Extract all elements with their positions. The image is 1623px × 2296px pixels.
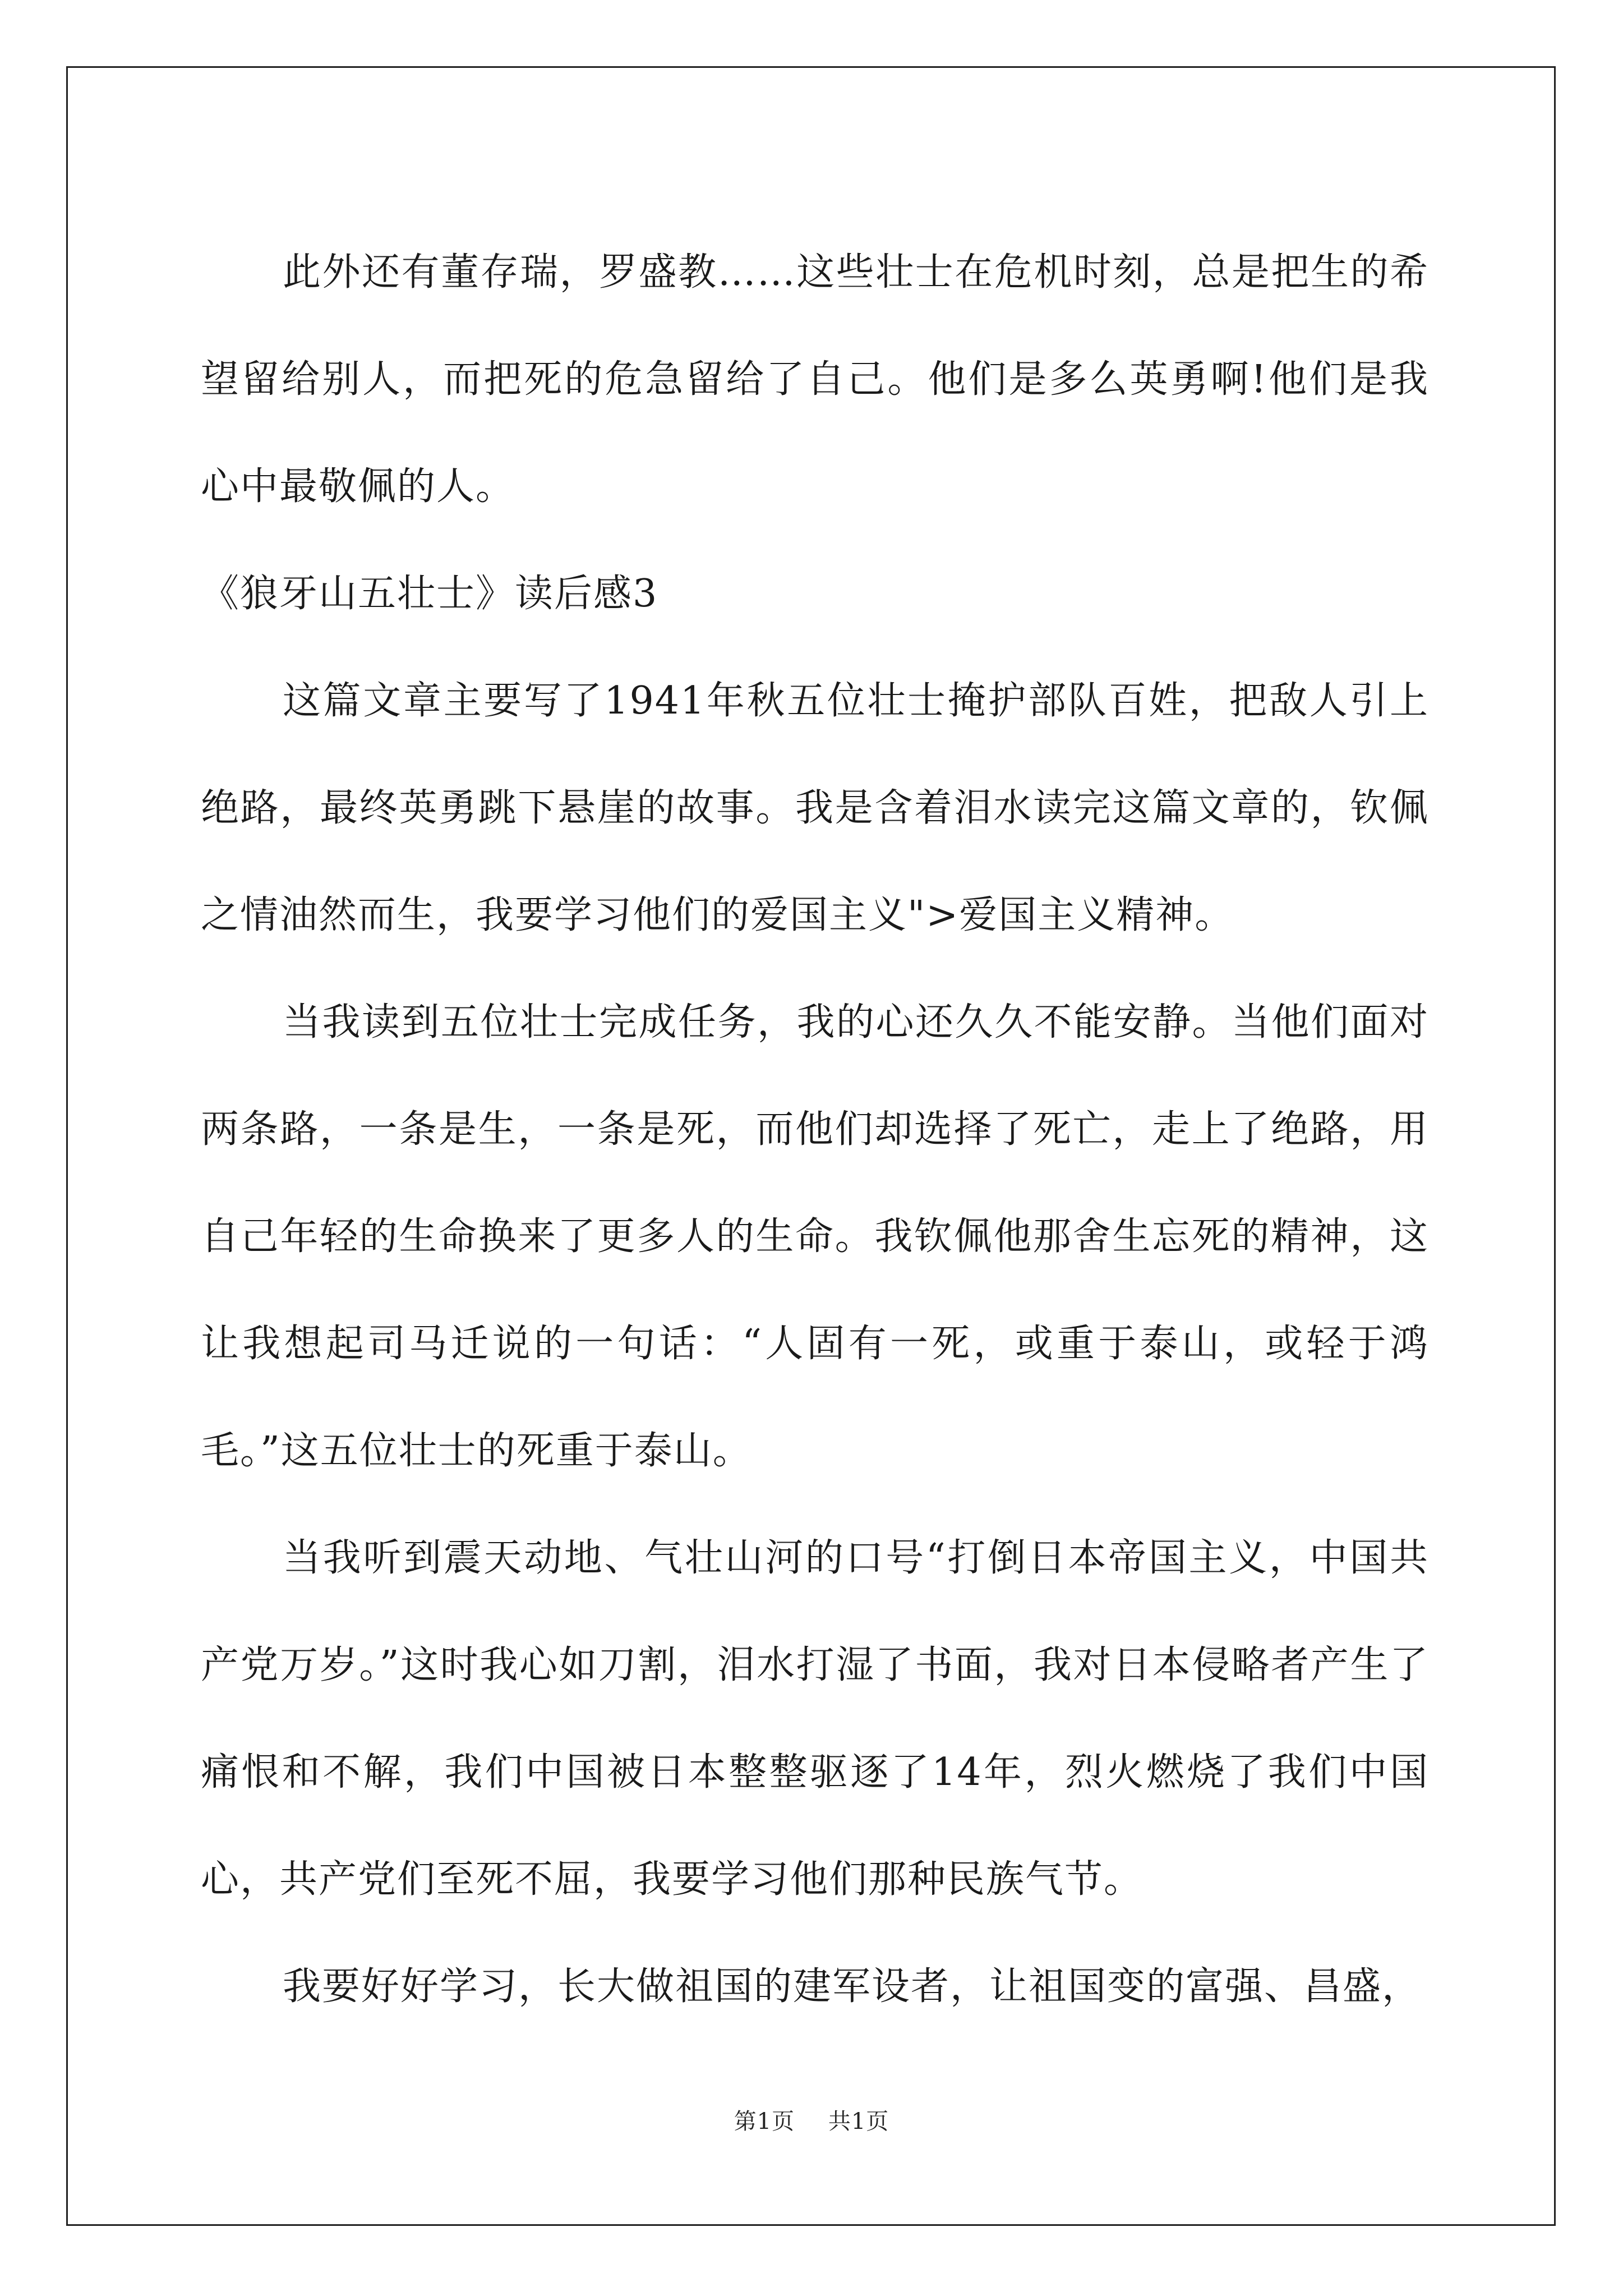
page-number: 第1页 [734,2109,795,2134]
page-total: 共1页 [828,2109,889,2134]
section-heading: 《狼牙山五壮士》读后感3 [201,572,658,616]
paragraph-2: 这篇文章主要写了1941年秋五位壮士掩护部队百姓，把敌人引上绝路，最终英勇跳下悬崖的故事。我是含着泪水读完这篇文章的，钦佩之情油然而生，我要学习他们的爱国主义">爱国主义精神。 [201,679,1429,937]
paragraph-1: 此外还有董存瑞，罗盛教……这些壮士在危机时刻，总是把生的希望留给别人，而把死的危急留给了自己。他们是多么英勇啊!他们是我心中最敬佩的人。 [201,250,1429,509]
paragraph-5: 我要好好学习，长大做祖国的建军设者，让祖国变的富强、昌盛， [283,1964,1422,2009]
paragraph-3: 当我读到五位壮士完成任务，我的心还久久不能安静。当他们面对两条路，一条是生，一条是死，而他们却选择了死亡，走上了绝路，用自己年轻的生命换来了更多人的生命。我钦佩他那舍生忘死的精神，这让我想起司马迁说的一句话：“人固有一死，或重于泰山，或轻于鸿毛。”这五位壮士的死重于泰山。 [201,1000,1429,1473]
document-body [201,219,1429,2040]
page-footer [0,2104,1623,2136]
paragraph-4: 当我听到震天动地、气壮山河的口号“打倒日本帝国主义，中国共产党万岁。”这时我心如刀割，泪水打湿了书面，我对日本侵略者产生了痛恨和不解，我们中国被日本整整驱逐了14年，烈火燃烧了我们中国心，共产党们至死不屈，我要学习他们那种民族气节。 [201,1536,1429,1902]
